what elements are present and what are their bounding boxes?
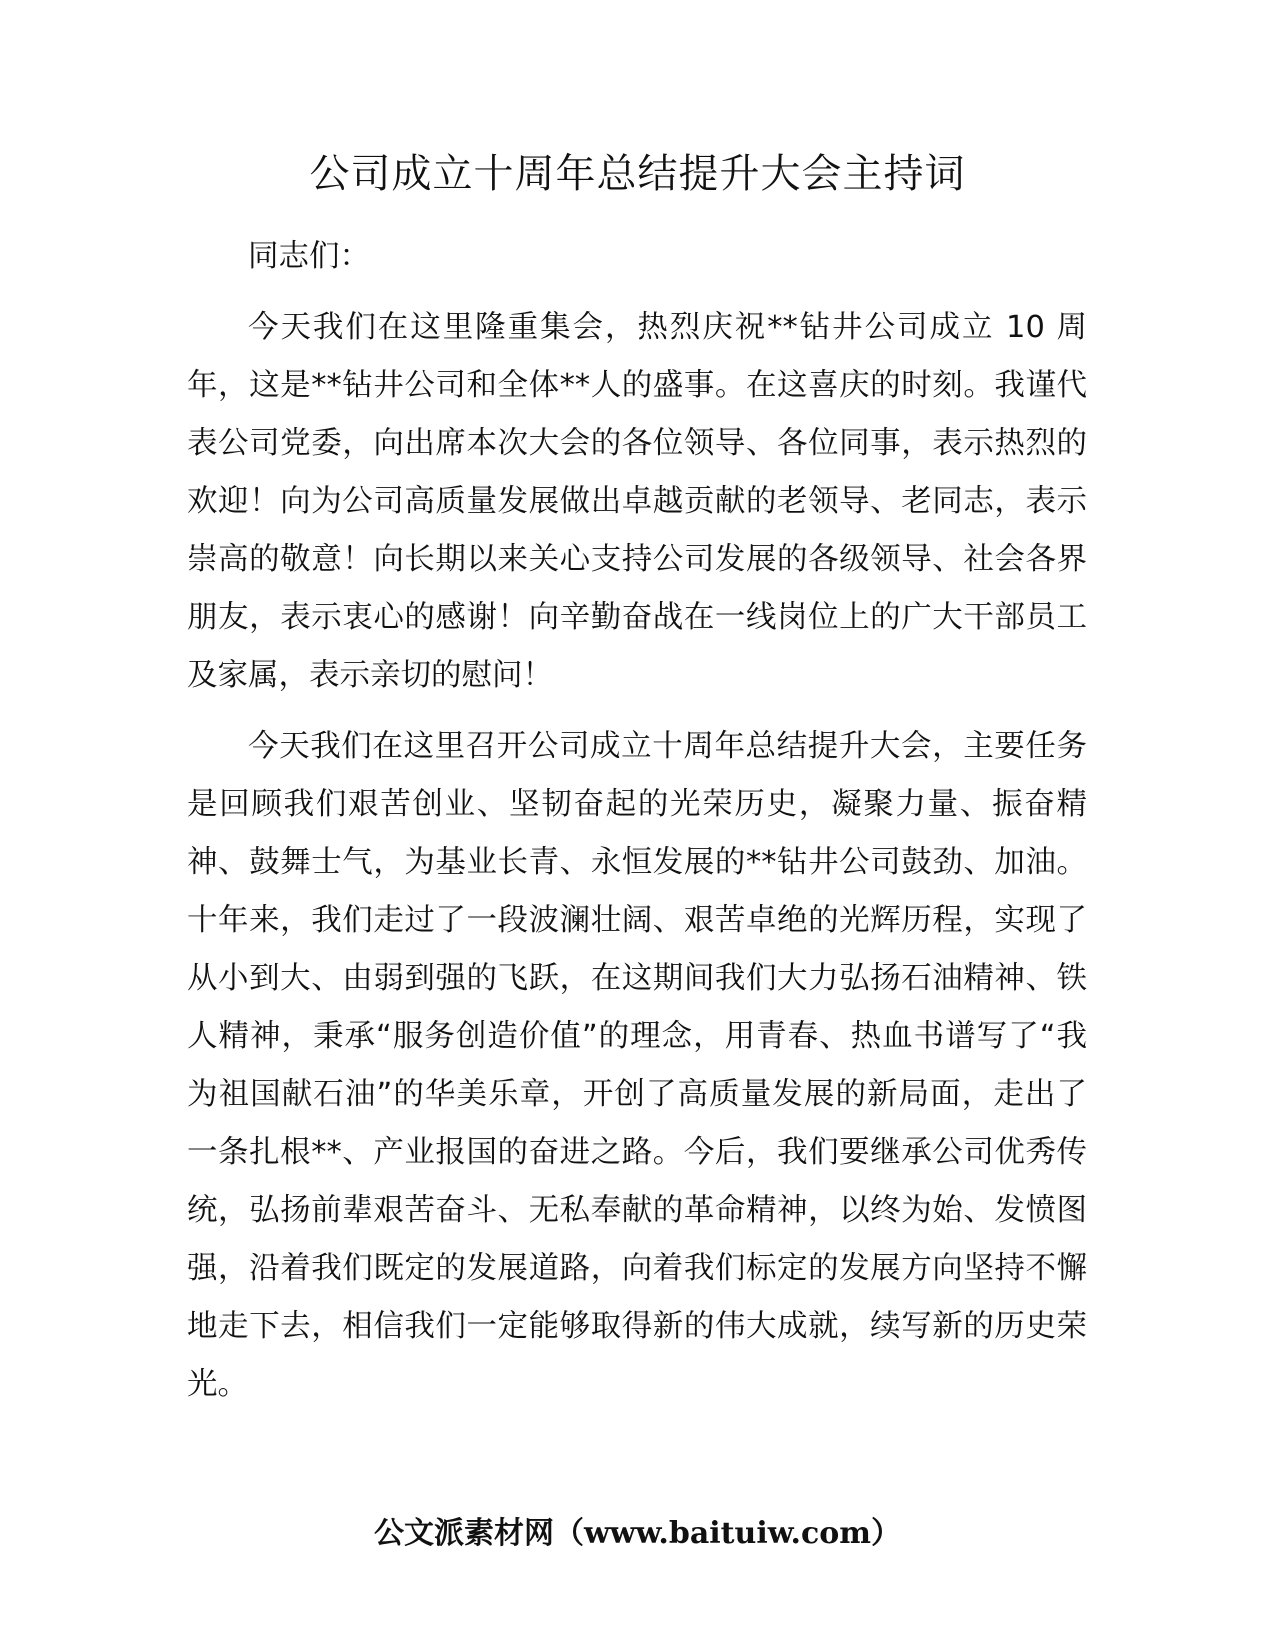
paragraph-2: 今天我们在这里召开公司成立十周年总结提升大会，主要任务是回顾我们艰苦创业、坚韧奋起的光荣历史，凝聚力量、振奋精神、鼓舞士气，为基业长青、永恒发展的**钻井公司鼓劲、加油。十年来，我们走过了一段波澜壮阔、艰苦卓绝的光辉历程，实现了从小到大、由弱到强的飞跃，在这期间我们大力弘扬石油精神、铁人精神，秉承“服务创造价值”的理念，用青春、热血书谱写了“我为祖国献石油”的华美乐章，开创了高质量发展的新局面，走出了一条扎根**、产业报国的奋进之路。今后，我们要继承公司优秀传统，弘扬前辈艰苦奋斗、无私奉献的革命精神，以终为始、发愤图强，沿着我们既定的发展道路，向着我们标定的发展方向坚持不懈地走下去，相信我们一定能够取得新的伟大成就，续写新的历史荣光。 bbox=[187, 729, 1087, 1402]
document-body bbox=[187, 228, 1087, 1427]
footer-source: 公文派素材网（www.baituiw.com） bbox=[373, 1516, 902, 1551]
paragraph-1: 今天我们在这里隆重集会，热烈庆祝**钻井公司成立 10 周年，这是**钻井公司和全体**人的盛事。在这喜庆的时刻。我谨代表公司党委，向出席本次大会的各位领导、各位同事，表示热烈的欢迎！向为公司高质量发展做出卓越贡献的老领导、老同志，表示崇高的敬意！向长期以来关心支持公司发展的各级领导、社会各界朋友，表示衷心的感谢！向辛勤奋战在一线岗位上的广大干部员工及家属，表示亲切的慰问！ bbox=[187, 310, 1087, 693]
salutation: 同志们： bbox=[248, 239, 370, 274]
document-title: 公司成立十周年总结提升大会主持词 bbox=[309, 151, 966, 197]
